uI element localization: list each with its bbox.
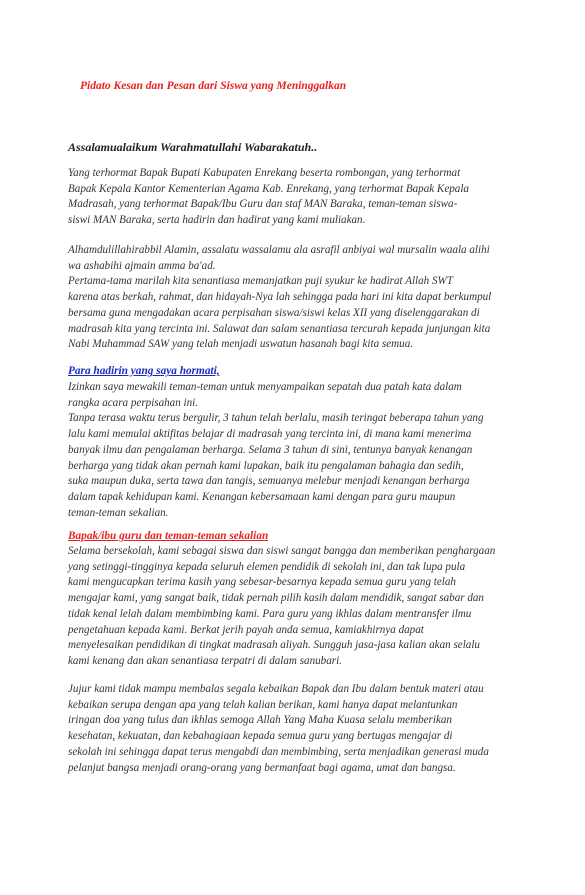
paragraph-salutations: [68, 166, 538, 229]
text-line: Selama bersekolah, kami sebagai siswa dan siswi sangat bangga dan memberikan penghargaan: [68, 545, 496, 557]
text-line: Izinkan saya mewakili teman-teman untuk menyampaikan sepatah dua patah kata dalam: [68, 381, 462, 393]
text-line: iringan doa yang tulus dan ikhlas semoga Allah Yang Maha Kuasa selalu memberikan: [68, 714, 452, 727]
text-line: Tanpa terasa waktu terus bergulir, 3 tahun telah berlalu, masih teringat beberapa tahun yang: [68, 412, 484, 425]
paragraph-gratitude: [68, 544, 538, 670]
text-line: Nabi Muhammad SAW yang telah menjadi uswatun hasanah bagi kita semua.: [68, 338, 414, 351]
text-line: Madrasah, yang terhormat Bapak/Ibu Guru dan staf MAN Baraka, teman-teman siswa-: [68, 198, 458, 211]
text-line: Alhamdulillahirabbil Alamin, assalatu wassalamu ala asrafil anbiyai wal mursalin waala alihi: [68, 244, 490, 256]
text-line: Bapak Kepala Kantor Kementerian Agama Kab. Enrekang, yang terhormat Bapak Kepala: [68, 182, 469, 195]
text-line: kami kenang dan akan senantiasa terpatri di dalam sanubari.: [68, 654, 342, 667]
text-line: suka maupun duka, serta tawa dan tangis, semuanya melebur menjadi kenangan berharga: [68, 475, 470, 488]
text-line: menyelesaikan pendidikan di tingkat madrasah aliyah. Sungguh jasa-jasa kalian akan selalu: [68, 639, 480, 652]
text-line: sekolah ini sehingga dapat terus mengabdi dan membimbing, serta menjadikan generasi muda: [68, 745, 489, 758]
text-line: lalu kami memulai aktifitas belajar di madrasah yang tercinta ini, di mana kami menerima: [68, 428, 472, 441]
text-line: berharga yang tidak akan pernah kami lupakan, baik itu pengalaman bahagia dan sedih,: [68, 459, 464, 472]
text-line: karena atas berkah, rahmat, dan hidayah-Nya lah sehingga pada hari ini kita dapat berkumpul: [68, 291, 492, 304]
text-line: mengajar kami, yang sangat baik, tidak pernah pilih kasih dalam mendidik, sangat sabar dan: [68, 592, 484, 605]
text-line: wa ashabihi ajmain amma ba'ad.: [68, 259, 216, 272]
text-line: Yang terhormat Bapak Bupati Kabupaten Enrekang beserta rombongan, yang terhormat: [68, 167, 461, 179]
paragraph-memories: [68, 380, 538, 521]
text-line: rangka acara perpisahan ini.: [68, 396, 199, 409]
text-line: dalam tapak kehidupan kami. Kenangan kebersamaan kami dengan para guru maupun: [68, 490, 456, 503]
text-line: kesehatan, kekuatan, dan kebahagiaan kepada semua guru yang bertugas mengajar di: [68, 730, 453, 743]
text-line: kami mengucapkan terima kasih yang sebesar-besarnya kepada semua guru yang telah: [68, 576, 456, 589]
text-line: yang setinggi-tingginya kepada seluruh elemen pendidik di sekolah ini, dan tak lupa pula: [68, 560, 466, 573]
text-line: banyak ilmu dan pengalaman berharga. Selama 3 tahun di sini, tentunya banyak kenangan: [68, 443, 473, 456]
text-line: kebaikan serupa dengan apa yang telah kalian berikan, kami hanya dapat melantunkan: [68, 698, 458, 711]
text-line: madrasah kita yang tercinta ini. Salawat dan salam senantiasa tercurah kepada junjungan kita: [68, 322, 491, 335]
paragraph-closing-prayer: [68, 682, 538, 776]
text-line: bersama guna mengadakan acara perpisahan siswa/siswi kelas XII yang diselenggarakan di: [68, 306, 480, 319]
text-line: pelanjut bangsa menjadi orang-orang yang bermanfaat bagi agama, umat dan bangsa.: [68, 761, 456, 774]
document-title: Pidato Kesan dan Pesan dari Siswa yang Meninggalkan: [80, 80, 347, 92]
text-line: tidak kenal lelah dalam membimbing kami. Para guru yang ikhlas dalam mentransfer ilmu: [68, 607, 472, 620]
text-line: Pertama-tama marilah kita senantiasa memanjatkan puji syukur ke hadirat Allah SWT: [68, 275, 453, 288]
text-line: Jujur kami tidak mampu membalas segala kebaikan Bapak dan Ibu dalam bentuk materi atau: [68, 683, 484, 695]
text-line: siswi MAN Baraka, serta hadirin dan hadirat yang kami muliakan.: [68, 214, 366, 227]
text-line: teman-teman sekalian.: [68, 506, 169, 519]
opening-greeting: Assalamualaikum Warahmatullahi Wabarakatuh..: [68, 140, 318, 154]
section-heading-hadirin: Para hadirin yang saya hormati,: [68, 365, 220, 377]
text-line: pengetahuan kepada kami. Berkat jerih payah anda semua, kamiakhirnya dapat: [68, 623, 424, 636]
section-heading-guru: Bapak/ibu guru dan teman-teman sekalian: [68, 530, 269, 542]
paragraph-opening-prayer: [68, 243, 538, 353]
